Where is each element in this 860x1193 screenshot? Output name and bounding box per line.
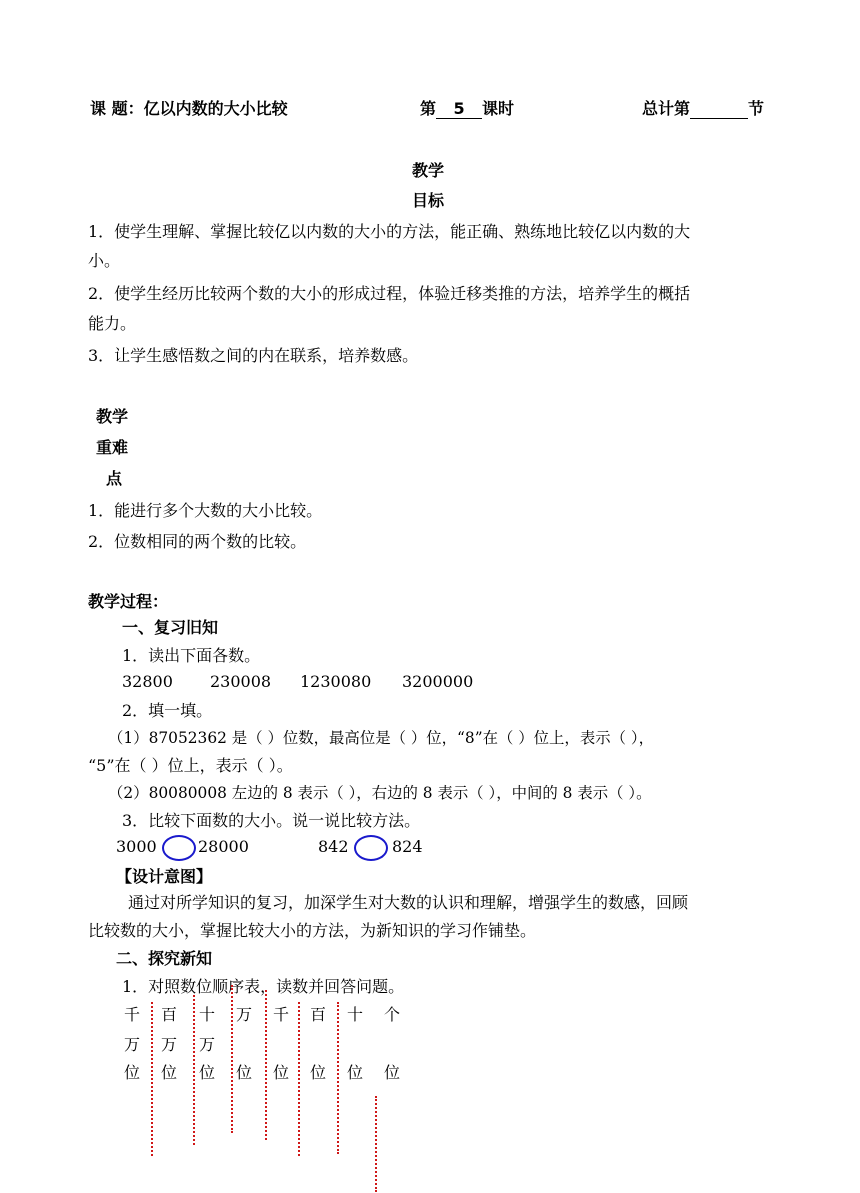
goal-item: 3．让学生感悟数之间的内在联系，培养数感。 (88, 346, 419, 365)
place-divider (337, 1002, 339, 1154)
compare-b-right: 824 (392, 837, 423, 856)
compare-oval-2[interactable] (354, 835, 388, 861)
total-count-line (642, 96, 764, 119)
place-row3-cell: 位 (199, 1063, 216, 1082)
lesson-number: 5 (436, 100, 482, 119)
keypoint-item: 2．位数相同的两个数的比较。 (88, 532, 307, 551)
number-1: 32800 (122, 672, 173, 691)
s1-item2: 2．填一填。 (122, 701, 213, 720)
goal-item: 2．使学生经历比较两个数的大小的形成过程，体验迁移类推的方法，培养学生的概括 (88, 284, 691, 303)
number-4: 3200000 (402, 672, 474, 691)
place-row3-cell: 位 (161, 1063, 178, 1082)
place-row3-cell: 位 (347, 1063, 364, 1082)
place-row1-cell: 百 (310, 1005, 327, 1024)
design-title: 【设计意图】 (116, 867, 213, 886)
goals-heading-2: 目标 (412, 191, 445, 210)
fill1-line1: （1）87052362 是（ ）位数，最高位是（ ）位，“8”在（ ）位上，表示（ ）， (108, 729, 654, 747)
place-divider (151, 1002, 153, 1156)
section2-title: 二、探究新知 (116, 949, 213, 968)
place-divider (298, 1002, 300, 1156)
place-row2-cell: 万 (161, 1035, 178, 1054)
s2-item1: 1．对照数位顺序表，读数并回答问题。 (122, 977, 405, 996)
place-row2-cell: 万 (199, 1035, 216, 1054)
topic-line (90, 96, 288, 119)
topic-label: 课 题： (90, 99, 144, 118)
place-row1-cell: 千 (124, 1005, 141, 1024)
s1-item3: 3．比较下面数的大小。说一说比较方法。 (122, 811, 421, 830)
compare-oval-1[interactable] (162, 835, 196, 861)
design-line2: 比较数的大小，掌握比较大小的方法，为新知识的学习作铺垫。 (88, 921, 537, 940)
design-line1: 通过对所学知识的复习，加深学生对大数的认识和理解，增强学生的数感，回顾 (128, 893, 689, 912)
goal-item: 1．使学生理解、掌握比较亿以内数的大小的方法，能正确、熟练地比较亿以内数的大 (88, 222, 691, 241)
place-row1-cell: 万 (236, 1005, 253, 1024)
goal-item: 能力。 (88, 314, 137, 333)
compare-b-left: 842 (318, 837, 349, 856)
keypoints-heading-3: 点 (106, 469, 123, 488)
keypoints-heading-1: 教学 (96, 407, 129, 426)
section1-title: 一、复习旧知 (122, 618, 219, 637)
total-blank (690, 100, 748, 119)
place-row3-cell: 位 (384, 1063, 401, 1082)
place-row3-cell: 位 (273, 1063, 290, 1082)
lesson-prefix: 第 (420, 99, 437, 118)
total-prefix: 总计第 (642, 99, 691, 118)
place-row1-cell: 十 (199, 1005, 216, 1024)
place-divider (193, 995, 195, 1145)
place-row3-cell: 位 (310, 1063, 327, 1082)
fill2-line1: （2）80080008 左边的 8 表示（ ），右边的 8 表示（ ），中间的 8 表示（ ）。 (108, 784, 652, 802)
place-row1-cell: 百 (161, 1005, 178, 1024)
compare-a-left: 3000 (116, 837, 157, 856)
place-row1-cell: 千 (273, 1005, 290, 1024)
goal-item: 小。 (88, 251, 121, 270)
place-row2-cell: 万 (124, 1035, 141, 1054)
process-heading: 教学过程： (88, 592, 169, 611)
fill1-line2: “5”在（ ）位上，表示（ ）。 (88, 756, 293, 775)
place-divider (231, 985, 233, 1133)
lesson-number-line (420, 96, 514, 119)
lesson-suffix: 课时 (482, 99, 515, 118)
place-row3-cell: 位 (124, 1063, 141, 1082)
number-3: 1230080 (300, 672, 372, 691)
place-divider (265, 990, 267, 1140)
goals-heading-1: 教学 (412, 161, 445, 180)
topic-title: 亿以内数的大小比较 (143, 99, 288, 118)
s1-item1: 1．读出下面各数。 (122, 646, 261, 665)
keypoints-heading-2: 重难 (96, 438, 129, 457)
total-suffix: 节 (748, 99, 765, 118)
place-row1-cell: 个 (384, 1005, 401, 1024)
place-row3-cell: 位 (236, 1063, 253, 1082)
place-divider (375, 1096, 377, 1192)
number-2: 230008 (210, 672, 272, 691)
compare-a-right: 28000 (198, 837, 249, 856)
place-row1-cell: 十 (347, 1005, 364, 1024)
keypoint-item: 1．能进行多个大数的大小比较。 (88, 501, 323, 520)
